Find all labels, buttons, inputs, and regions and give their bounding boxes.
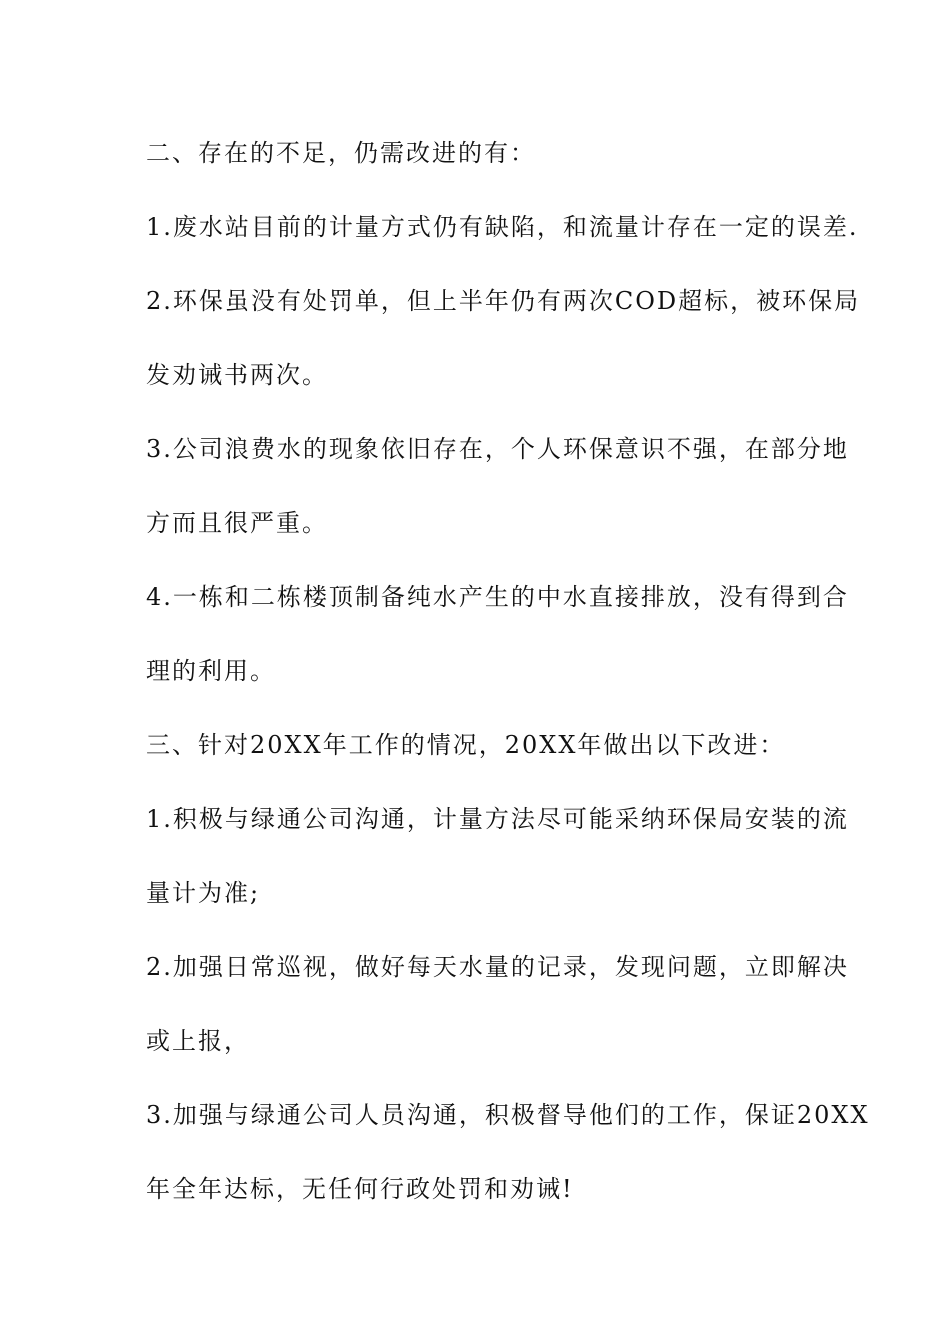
- shortcoming-item-2: 2.环保虽没有处罚单，但上半年仍有两次COD超标，被环保局: [146, 287, 861, 315]
- shortcoming-item-4-continued: 理的利用。: [146, 657, 276, 685]
- shortcoming-item-2-continued: 发劝诫书两次。: [146, 361, 328, 389]
- improvement-item-2: 2.加强日常巡视，做好每天水量的记录，发现问题，立即解决: [146, 953, 849, 981]
- improvement-item-3-continued: 年全年达标，无任何行政处罚和劝诫!: [146, 1175, 574, 1203]
- shortcoming-item-3: 3.公司浪费水的现象依旧存在，个人环保意识不强，在部分地: [146, 435, 849, 463]
- shortcoming-item-4: 4.一栋和二栋楼顶制备纯水产生的中水直接排放，没有得到合: [146, 583, 849, 611]
- improvement-item-1: 1.积极与绿通公司沟通，计量方法尽可能采纳环保局安装的流: [146, 805, 849, 833]
- section-heading-shortcomings: 二、存在的不足，仍需改进的有：: [146, 139, 536, 167]
- section-heading-improvements: 三、针对20XX年工作的情况，20XX年做出以下改进：: [146, 731, 786, 759]
- improvement-item-3: 3.加强与绿通公司人员沟通，积极督导他们的工作，保证20XX: [146, 1101, 870, 1129]
- document-body: [146, 116, 870, 1226]
- shortcoming-item-1: 1.废水站目前的计量方式仍有缺陷，和流量计存在一定的误差.: [146, 213, 859, 241]
- shortcoming-item-3-continued: 方而且很严重。: [146, 509, 328, 537]
- improvement-item-2-continued: 或上报，: [146, 1027, 250, 1055]
- improvement-item-1-continued: 量计为准;: [146, 879, 261, 907]
